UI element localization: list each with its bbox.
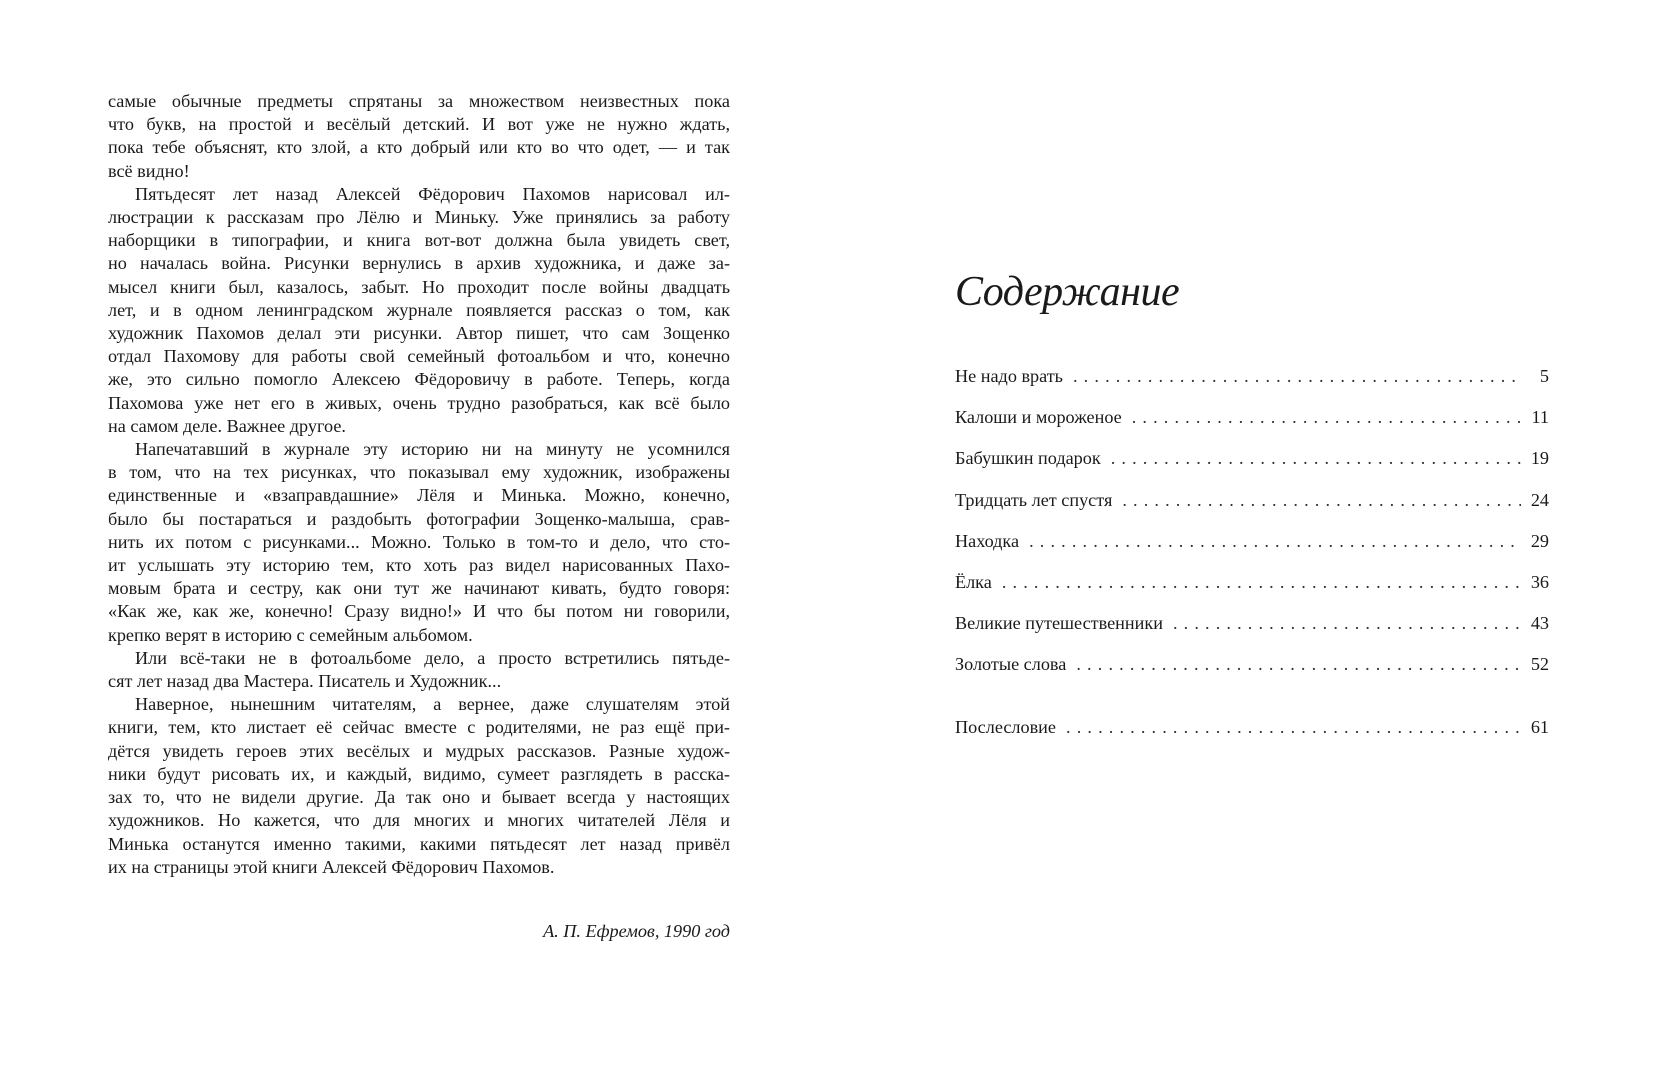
toc-entry-page: 36 xyxy=(1530,571,1549,592)
toc-entry-afterword[interactable] xyxy=(955,716,1549,757)
toc-entry-label: Находка xyxy=(955,530,1020,551)
toc-entry-page: 24 xyxy=(1530,489,1549,510)
toc-leader-dots xyxy=(1073,365,1521,388)
paragraph-2: Пятьдесят лет назад Алексей Фёдорович Пахомов нарисовал ил- люстрации к рассказам про Лёлю и Миньку. Уже принялись за работу наборщики в типографии, и книга вот-вот должна была увидеть свет, но началась война. Рисунки вернулись в архив художника, и даже за- мысел книги был, казалось, забыт. Но проходит после войны двадцать лет, и в одном ленинградском журнале появляется рассказ о том, как художник Пахомов делал эти рисунки. Автор пишет, что сам Зощенко отдал Пахомову для работы свой семейный фотоальбом и что, конечно же, это сильно помогло Алексею Фёдоровичу в работе. Теперь, когда Пахомова уже нет его в живых, очень трудно разобраться, как всё было на самом деле. Важнее другое. xyxy=(108,183,730,436)
toc-leader-dots xyxy=(1173,612,1521,635)
toc-entry-page: 29 xyxy=(1530,530,1549,551)
left-page xyxy=(108,90,730,879)
toc-leader-dots xyxy=(1122,489,1521,512)
paragraph-3: Напечатавший в журнале эту историю ни на минуту не усомнился в том, что на тех рисунках, что показывал ему художник, изображены единственные и «взаправдашние» Лёля и Минька. Можно, конечно, было бы постараться и раздобыть фотографии Зощенко-малыша, срав- нить их потом с рисунками... Можно. Только в том-то и дело, что сто- ит услышать эту историю тем, кто хоть раз видел нарисованных Пахо- мовым брата и сестру, как они тут же начинают кивать, будто говоря: «Как же, как же, конечно! Сразу видно!» И что бы потом ни говорили, крепко верят в историю с семейным альбомом. xyxy=(108,439,730,645)
toc-leader-dots xyxy=(1132,406,1521,429)
toc-leader-dots xyxy=(1076,653,1521,676)
paragraph-1: самые обычные предметы спрятаны за множеством неизвестных пока что букв, на простой и весёлый детский. И вот уже не нужно ждать, пока тебе объяснят, кто злой, а кто добрый или кто во что одет, — и так всё видно! xyxy=(108,91,730,181)
toc-entry-label: Золотые слова xyxy=(955,654,1067,675)
author-signature: А. П. Ефремов, 1990 год xyxy=(543,921,730,941)
table-of-contents xyxy=(955,365,1549,757)
toc-leader-dots xyxy=(1002,571,1521,594)
toc-entry[interactable] xyxy=(955,365,1549,406)
paragraph-5: Наверное, нынешним читателям, а вернее, даже слушателям этой книги, тем, кто листает её сейчас вместе с родителями, не раз ещё при- дётся увидеть героев этих весёлых и мудрых рассказов. Разные худож- ники будут рисовать их, и каждый, видимо, сумеет разглядеть в расска- зах то, что не видели другие. Да так оно и бывает всегда у настоящих художников. Но кажется, что для многих и многих читателей Лёля и Минька останутся именно такими, какими пятьдесят лет назад привёл их на страницы этой книги Алексей Фёдорович Пахомов. xyxy=(108,694,730,877)
toc-entry[interactable] xyxy=(955,447,1549,488)
toc-entry-page: 5 xyxy=(1539,366,1549,386)
toc-entry[interactable] xyxy=(955,612,1549,653)
toc-entry-label: Тридцать лет спустя xyxy=(955,489,1113,510)
toc-entry-label: Бабушкин подарок xyxy=(955,448,1101,469)
toc-entry[interactable] xyxy=(955,406,1549,447)
toc-leader-dots xyxy=(1111,447,1521,470)
toc-entry-label: Послесловие xyxy=(955,716,1056,737)
toc-entry-page: 19 xyxy=(1530,448,1549,469)
toc-entry-page: 61 xyxy=(1530,716,1549,737)
paragraph-4: Или всё-таки не в фотоальбоме дело, а просто встретились пятьде- сят лет назад два Мастера. Писатель и Художник... xyxy=(108,647,730,692)
toc-entry-page: 43 xyxy=(1530,613,1549,634)
toc-leader-dots xyxy=(1029,530,1521,553)
toc-entry[interactable] xyxy=(955,571,1549,612)
toc-entry-label: Великие путешественники xyxy=(955,613,1163,634)
toc-entry-label: Ёлка xyxy=(955,571,992,592)
toc-leader-dots xyxy=(1066,716,1521,739)
toc-entry[interactable] xyxy=(955,653,1549,694)
toc-entry[interactable] xyxy=(955,530,1549,571)
toc-entry[interactable] xyxy=(955,489,1549,530)
toc-title: Содержание xyxy=(955,269,1180,315)
toc-entry-page: 11 xyxy=(1531,407,1549,428)
toc-entry-page: 52 xyxy=(1530,654,1549,675)
toc-entry-label: Калоши и мороженое xyxy=(955,407,1122,428)
toc-entry-label: Не надо врать xyxy=(955,366,1063,386)
